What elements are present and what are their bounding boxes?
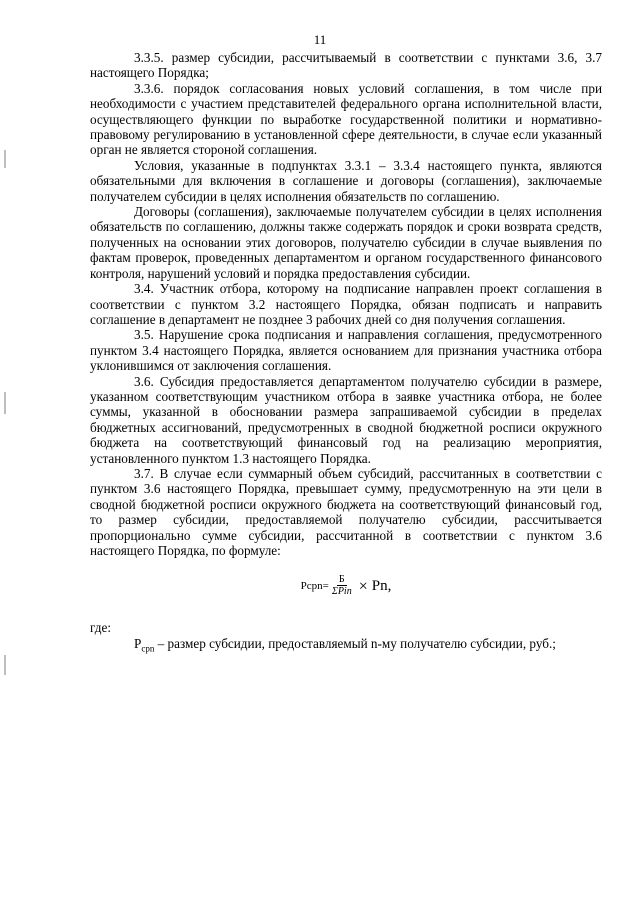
formula-lhs: Pcpn bbox=[300, 579, 323, 592]
scan-margin-mark bbox=[4, 150, 6, 168]
formula-denominator: ΣPin bbox=[331, 586, 352, 598]
scan-margin-mark bbox=[4, 655, 6, 675]
definition-symbol: Р bbox=[134, 635, 142, 651]
scan-margin-mark bbox=[4, 392, 6, 414]
definition-text: – размер субсидии, предоставляемый n-му получателю субсидии, руб.; bbox=[154, 635, 556, 651]
document-body bbox=[90, 50, 602, 657]
definition-paragraph bbox=[90, 636, 602, 657]
paragraph: 3.6. Субсидия предоставляется департаментом получателю субсидии в размере, указанном соответствующим участником отбора в заявке участника отбора, не более суммы, указанной в обосновании размера запрашиваемой субсидии в пределах бюджетных ассигнований, предусмотренных в сводной бюджетной росписи окружного бюджета на соответствующий финансовый год на реализацию мероприятия, установленного пунктом 1.3 настоящего Порядка. bbox=[90, 373, 602, 466]
paragraph: Договоры (соглашения), заключаемые получателем субсидии в целях исполнения обязательств по соглашению, должны также содержать порядок и сроки возврата средств, полученных на основании этих договоров, получателю субсидии в случае выявления по фактам проверок, проведенных департаментом и органом государственного финансового контроля, нарушений условий и порядка предоставления субсидии. bbox=[90, 204, 602, 281]
paragraph: Условия, указанные в подпунктах 3.3.1 – 3.3.4 настоящего пункта, являются обязательными для включения в соглашение и договоры (соглашения), заключаемые получателем субсидии в целях исполнения обязательств по соглашению. bbox=[90, 157, 602, 204]
where-label: где: bbox=[90, 620, 111, 636]
paragraph: 3.4. Участник отбора, которому на подписание направлен проект соглашения в соответствии с пунктом 3.2 настоящего Порядка, обязан подписать и направить соглашение в департамент не позднее 3 рабочих дней со дня получения соглашения. bbox=[90, 281, 602, 327]
formula-times: × bbox=[358, 577, 368, 595]
formula-equals: = bbox=[322, 579, 329, 592]
paragraph: 3.5. Нарушение срока подписания и направления соглашения, предусмотренного пунктом 3.4 настоящего Порядка, является основанием для признания участника отбора уклонившимся от заключения соглашения. bbox=[90, 327, 602, 374]
formula-fraction bbox=[332, 574, 352, 598]
paragraph: 3.7. В случае если суммарный объем субсидий, рассчитанных в соответствии с пунктом 3.6 настоящего Порядка, превышает сумму, предусмотренную на эти цели в сводной бюджетной росписи окружного бюджета на соответствующий финансовый год, то размер субсидии, предоставляемой получателю субсидии, рассчитывается пропорционально сумме субсидии, рассчитанной в соответствии с пунктом 3.6 настоящего Порядка, по формуле: bbox=[90, 465, 602, 558]
paragraph: 3.3.6. порядок согласования новых условий соглашения, в том числе при необходимости с участием представителей федерального органа исполнительной власти, осуществляющего функции по выработке государственной политики и нормативно-правовому регулированию в установленной сфере деятельности, в случае если указанный орган не является стороной соглашения. bbox=[90, 80, 602, 158]
paragraph: 3.3.5. размер субсидии, рассчитываемый в соответствии с пунктами 3.6, 3.7 настоящего Порядка; bbox=[90, 50, 602, 81]
subsidy-formula bbox=[90, 574, 602, 598]
formula-numerator: Б bbox=[338, 574, 345, 586]
definition-subscript: срn bbox=[141, 643, 155, 654]
formula-rhs: Pn, bbox=[371, 577, 392, 594]
page-number: 11 bbox=[313, 32, 327, 47]
